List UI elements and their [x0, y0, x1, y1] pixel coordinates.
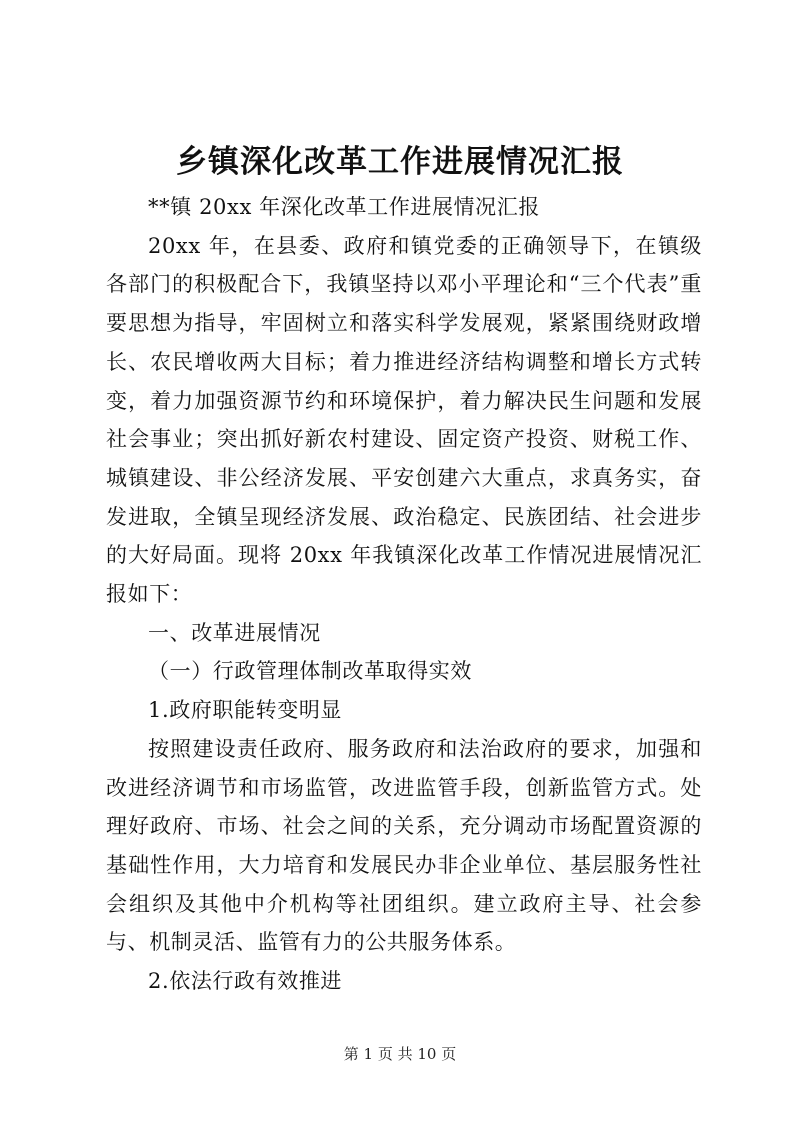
- intro-paragraph: 20xx 年，在县委、政府和镇党委的正确领导下，在镇级各部门的积极配合下，我镇坚持以邓小平理论和“三个代表”重要思想为指导，牢固树立和落实科学发展观，紧紧围绕财政增长、农民增收两大目标；着力推进经济结构调整和增长方式转变，着力加强资源节约和环境保护，着力解决民生问题和发展社会事业；突出抓好新农村建设、固定资产投资、财税工作、城镇建设、非公经济发展、平安创建六大重点，求真务实，奋发进取，全镇呈现经济发展、政治稳定、民族团结、社会进步的大好局面。现将 20xx 年我镇深化改革工作情况进展情况汇报如下：: [106, 233, 702, 607]
- item-paragraph-1: 按照建设责任政府、服务政府和法治政府的要求，加强和改进经济调节和市场监管，改进监管手段，创新监管方式。处理好政府、市场、社会之间的关系，充分调动市场配置资源的基础性作用，大力培育和发展民办非企业单位、基层服务性社会组织及其他中介机构等社团组织。建立政府主导、社会参与、机制灵活、监管有力的公共服务体系。: [106, 736, 702, 955]
- page-number: 第 1 页 共 10 页: [343, 1045, 457, 1063]
- subsection-heading-1: （一）行政管理体制改革取得实效: [148, 659, 472, 684]
- item-heading-1: 1.政府职能转变明显: [148, 698, 343, 723]
- section-heading-1: 一、改革进展情况: [148, 620, 321, 645]
- document-title: 乡镇深化改革工作进展情况汇报: [176, 144, 624, 180]
- document-body: [106, 188, 702, 1001]
- item-heading-2: 2.依法行政有效推进: [148, 969, 343, 994]
- document-subtitle: **镇 20xx 年深化改革工作进展情况汇报: [148, 195, 540, 219]
